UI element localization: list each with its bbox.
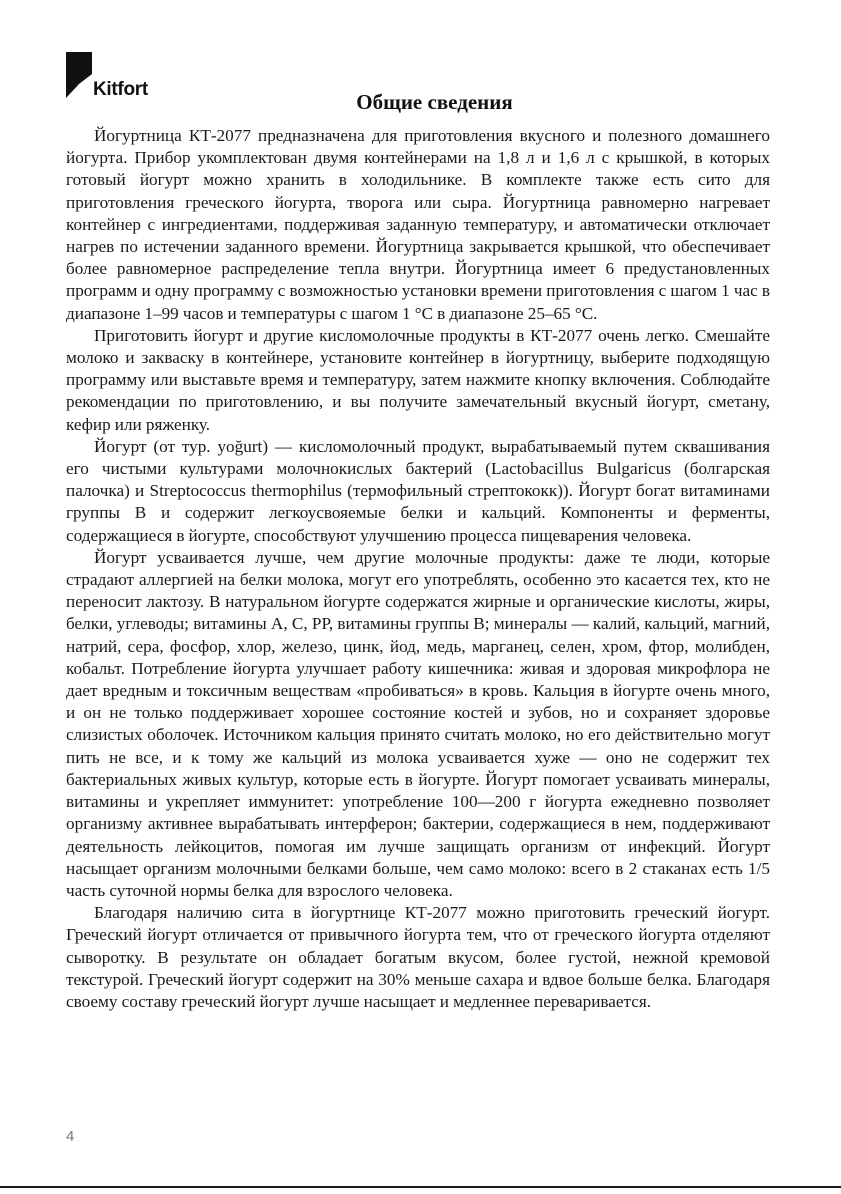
bottom-divider [0,1186,841,1188]
paragraph: Йогурт усваивается лучше, чем другие молочные продукты: даже те люди, которые страдают аллергией на белки молока, могут его употреблять, особенно это касается тех, кто не переносит лактозу. В натуральном йогурте содержатся жирные и органические кислоты, жиры, белки, углеводы; витамины А, С, РР, витамины группы В; минералы — калий, кальций, магний, натрий, сера, фосфор, хлор, железо, цинк, йод, медь, марганец, селен, хром, фтор, молибден, кобальт. Потребление йогурта улучшает работу кишечника: живая и здоровая микрофлора не дает вредным и токсичным веществам «пробиваться» в кровь. Кальция в йогурте очень много, и он не только поддерживает хорошее состояние костей и зубов, но и сохраняет здоровье слизистых оболочек. Источником кальция принято считать молоко, но его действительно могут пить не все, и к тому же кальций из молока усваивается хуже — оно не содержит тех бактериальных живых культур, которые есть в йогурте. Йогурт помогает усваивать минералы, витамины и укрепляет иммунитет: употребление 100—200 г йогурта ежедневно позволяет организму активнее вырабатывать интерферон; бактерии, содержащиеся в нем, поддерживают деятельность лейкоцитов, помогая им лучше защищать организм от инфекций. Йогурт насыщает организм молочными белками больше, чем само молоко: всего в 2 стаканах есть 1/5 часть суточной нормы белка для взрослого человека. [66,547,770,900]
paragraph: Йогурт (от тур. yoğurt) — кисломолочный продукт, вырабатываемый путем сквашивания его чистыми культурами молочнокислых бактерий (Lactobacillus Bulgaricus (болгарская палочка) и Streptococcus thermophilus (термофильный стрептококк)). Йогурт богат витаминами группы В и содержит легкоусвояемые белки и кальций. Компоненты и ферменты, содержащиеся в йогурте, способствуют улучшению процесса пищеварения человека. [66,436,770,545]
page-title [0,90,841,115]
page-title-text: Общие сведения [356,90,513,114]
brand-name: Kitfort [93,79,148,100]
paragraph: Йогуртница КТ-2077 предназначена для приготовления вкусного и полезного домашнего йогурта. Прибор укомплектован двумя контейнерами на 1,8 л и 1,6 л с крышкой, в которых готовый йогурт можно хранить в холодильнике. В комплекте также есть сито для приготовления греческого йогурта, творога или сыра. Йогуртница равномерно нагревает контейнер с ингредиентами, поддерживая заданную температуру, и автоматически отключает нагрев по истечении заданного времени. Йогуртница закрывается крышкой, что обеспечивает более равномерное распределение тепла внутри. Йогуртница имеет 6 предустановленных программ и одну программу с возможностью установки времени приготовления с шагом 1 час в диапазоне 1–99 часов и температуры с шагом 1 °С в диапазоне 25–65 °С. [66,126,770,323]
body-text [66,125,770,1013]
paragraph: Благодаря наличию сита в йогуртнице КТ-2077 можно приготовить греческий йогурт. Греческий йогурт отличается от привычного йогурта тем, что от греческого йогурта отделяют сыворотку. В результате он обладает богатым вкусом, более густой, нежной кремовой текстурой. Греческий йогурт содержит на 30% меньше сахара и вдвое больше белка. Благодаря своему составу греческий йогурт лучше насыщает и медленнее переваривается. [66,903,770,1011]
paragraph: Приготовить йогурт и другие кисломолочные продукты в КТ-2077 очень легко. Смешайте молоко и закваску в контейнере, установите контейнер в йогуртницу, выберите подходящую программу или выставьте время и температуру, затем нажмите кнопку включения. Соблюдайте рекомендации по приготовлению, и вы получите замечательный вкусный йогурт, сметану, кефир или ряженку. [66,325,770,434]
page-number: 4 [66,1128,75,1145]
